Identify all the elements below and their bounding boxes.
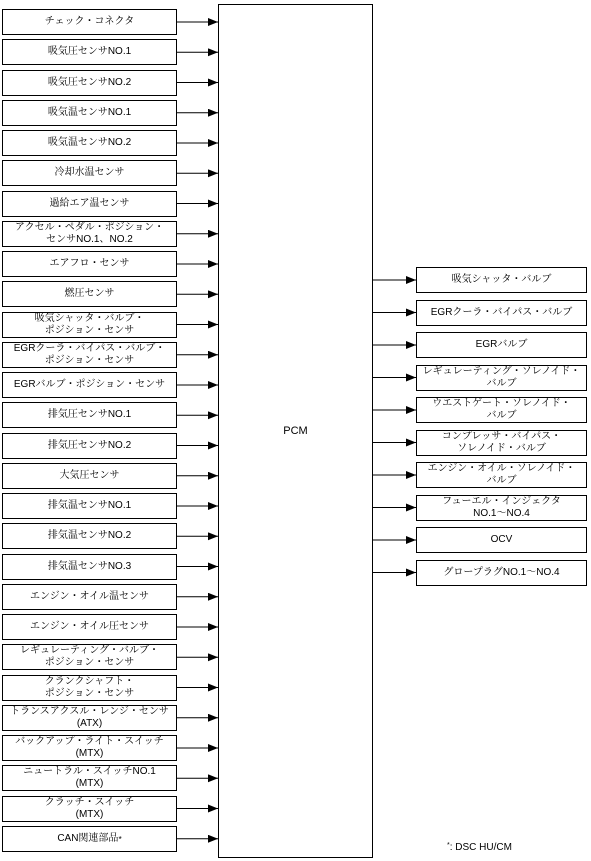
output-component-label: コンプレッサ・バイパス・ ソレノイド・バルブ [441,430,562,454]
pcm-box [218,4,373,858]
input-component-box [2,221,177,247]
output-component-box [416,430,587,456]
input-component-box [2,796,177,822]
input-component-label: 排気温センサNO.1 [47,500,132,511]
input-component-box [2,281,177,307]
output-component-label: OCV [490,534,513,545]
input-component-box [2,312,177,338]
input-component-box [2,705,177,731]
output-component-label: 吸気シャッタ・バルブ [451,274,552,285]
input-component-label: 大気圧センサ [59,469,120,481]
input-footnote-mark: * [118,833,122,844]
input-component-label: チェック・コネクタ [44,16,135,27]
input-component-box [2,70,177,96]
output-component-label: フューエル・インジェクタ NO.1〜NO.4 [442,495,561,519]
input-component-label: エアフロ・センサ [49,258,130,269]
input-component-label: 吸気圧センサNO.2 [47,76,132,88]
input-component-box [2,9,177,35]
input-component-label: 過給エア温センサ [49,197,130,209]
input-component-label: CAN関連部品 [57,832,119,844]
input-component-box [2,523,177,549]
input-component-box [2,39,177,65]
input-component-label: 冷却水温センサ [54,167,125,179]
input-component-label: エンジン・オイル圧センサ [30,621,149,632]
footnote-text: : DSC HU/CM [449,842,512,853]
input-component-label: トランスアクスル・レンジ・センサ (ATX) [10,705,169,729]
input-component-box [2,100,177,126]
output-component-box [416,267,587,293]
pcm-label: PCM [283,425,308,437]
input-component-box [2,372,177,398]
output-component-label: グロープラグNO.1〜NO.4 [443,566,560,578]
input-component-label: 吸気温センサNO.1 [47,106,132,118]
output-component-label: エンジン・オイル・ソレノイド・ バルブ [427,463,576,486]
output-component-box [416,332,587,358]
input-component-label: 吸気圧センサNO.1 [47,46,132,58]
input-component-label: 排気圧センサNO.1 [47,409,132,421]
output-component-box [416,397,587,423]
output-component-label: レギュレーティング・ソレノイド・ バルブ [422,365,581,389]
input-component-box [2,130,177,156]
input-component-label: 排気温センサNO.2 [47,530,132,542]
input-component-box [2,554,177,580]
output-component-box [416,560,587,586]
output-component-box [416,365,587,391]
input-component-box [2,584,177,610]
input-component-box [2,675,177,701]
input-component-box [2,191,177,217]
footnote [447,842,512,853]
output-component-label: EGRクーラ・バイパス・バルブ [430,306,573,318]
input-component-label: 吸気シャッタ・バルブ・ ポジション・センサ [34,312,145,336]
input-component-label: 燃圧センサ [64,288,115,300]
input-component-label: 排気温センサNO.3 [47,560,132,572]
output-component-box [416,527,587,553]
input-component-label: クラッチ・スイッチ (MTX) [44,796,135,820]
input-component-label: エンジン・オイル温センサ [30,590,149,602]
input-component-box [2,251,177,277]
input-component-box [2,463,177,489]
output-component-label: EGRバルブ [475,339,528,350]
output-component-box [416,300,587,326]
input-component-label: EGRバルブ・ポジション・センサ [13,379,166,390]
input-component-box [2,765,177,791]
input-component-box [2,342,177,368]
input-component-label: バックアップ・ライト・スイッチ (MTX) [15,736,164,759]
input-component-label: アクセル・ペダル・ポジション・ センサNO.1、NO.2 [14,221,165,245]
input-component-box [2,735,177,761]
input-component-box [2,433,177,459]
input-component-box [2,160,177,186]
input-component-label: 排気圧センサNO.2 [47,439,132,451]
output-component-box [416,462,587,488]
input-component-label: クランクシャフト・ ポジション・センサ [44,675,135,699]
input-component-box [2,493,177,519]
output-component-box [416,495,587,521]
input-component-label: 吸気温センサNO.2 [47,137,132,148]
input-component-label: レギュレーティング・バルブ・ ポジション・センサ [20,645,159,669]
input-component-box [2,826,177,852]
input-component-label: EGRクーラ・バイパス・バルブ・ ポジション・センサ [13,342,166,366]
footnote-mark: * [447,842,450,849]
input-component-label: ニュートラル・スイッチNO.1 (MTX) [23,766,156,790]
input-component-box [2,614,177,640]
output-component-label: ウエストゲート・ソレノイド・ バルブ [432,398,571,421]
input-component-box [2,644,177,670]
input-component-box [2,402,177,428]
